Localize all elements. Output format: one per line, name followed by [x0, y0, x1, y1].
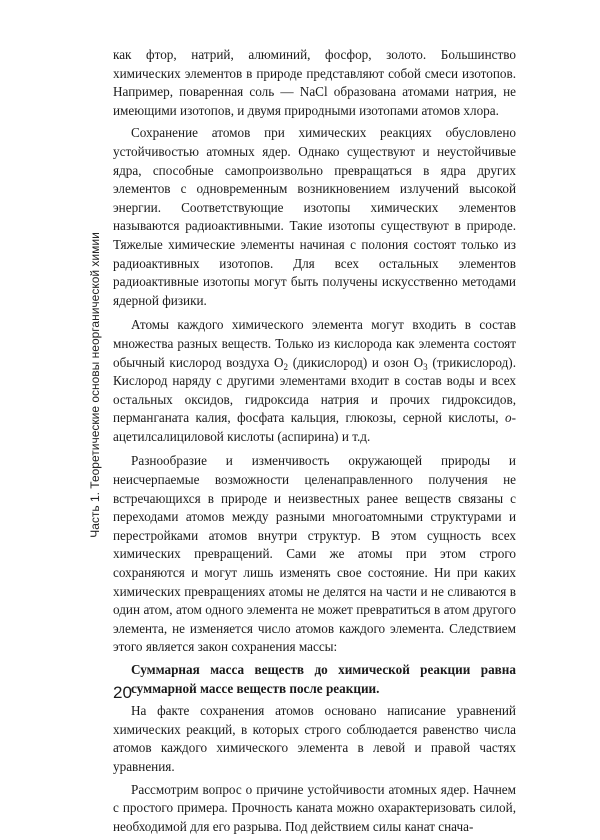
- oxygen-text-1: Атомы каждого химического элемента могут входить в состав множества разных веществ. Только из кислорода как элемента состоят обычный кислород воздуха O: [113, 317, 516, 370]
- paragraph-oxygen: [113, 316, 516, 446]
- paragraph-diversity: Разнообразие и изменчивость окружающей природы и неисчерпаемые возможности целенаправленного получения не встречающихся в природе и неизвестных ранее веществ связаны с переходами атомов между разными многоатомными структурами и перестройками атомов внутри структур. В этом сущность всех химических превращений. Сами же атомы при этом строго сохраняются и могут лишь изменять свое состояние. Ни при каких химических превращениях атомы не делятся на части и не сливаются в один атом, атом одного элемента не может превратиться в атом другого элемента, не изменяется число атомов каждого элемента. Следствием этого является закон сохранения массы:: [113, 453, 516, 655]
- oxygen-text-4: -ацетилсалициловой кислоты (аспирина) и т.д.: [113, 410, 516, 444]
- oxygen-subscript-2: 2: [283, 361, 289, 372]
- running-title: Часть 1. Теоретические основы неорганической химии: [88, 232, 102, 538]
- running-title-sidebar: [88, 40, 102, 730]
- paragraph-isotopes-intro: как фтор, натрий, алюминий, фосфор, золото. Большинство химических элементов в природе представляют собой смеси изотопов. Например, поваренная соль — NaCl образована атомами натрия, не имеющими изотопов, и двумя природными изотопами атомов хлора.: [113, 47, 516, 118]
- oxygen-text-2: (дикислород) и озон O: [288, 354, 424, 370]
- paragraph-nuclear-stability: Рассмотрим вопрос о причине устойчивости атомных ядер. Начнем с простого примера. Прочность каната можно охарактеризовать силой, необходимой для его разрыва. Под действием силы канат снача-: [113, 781, 516, 834]
- page-number: 20: [113, 683, 132, 702]
- oxygen-text-3: (трикислород). Кислород наряду с другими элементами входит в состав воды и всех остальных оксидов, гидроксида натрия и прочих гидроксидов, перманганата калия, фосфата кальция, глюкозы, серной кислоты,: [113, 354, 516, 426]
- ozone-subscript-3: 3: [423, 361, 428, 372]
- ortho-prefix: о: [505, 410, 512, 426]
- page-body: [113, 46, 516, 840]
- paragraph-radioactivity: Сохранение атомов при химических реакциях обусловлено устойчивостью атомных ядер. Однако существуют и неустойчивые ядра, способные самопроизвольно превращаться в ядра других элементов с одновременным возникновением излучений высокой энергии. Соответствующие изотопы химических элементов называются радиоактивными. Такие изотопы существуют в природе. Тяжелые химические элементы начиная с полония состоят только из радиоактивных изотопов. Для всех остальных элементов радиоактивные изотопы могут быть получены искусственно методами ядерной физики.: [113, 125, 516, 308]
- paragraph-equations: На факте сохранения атомов основано написание уравнений химических реакций, в которых строго соблюдается равенство числа атомов каждого химического элемента в левой и правой частях уравнения.: [113, 703, 516, 774]
- law-of-mass-conservation: Суммарная масса веществ до химической реакции равна суммарной массе веществ после реакции.: [131, 662, 516, 696]
